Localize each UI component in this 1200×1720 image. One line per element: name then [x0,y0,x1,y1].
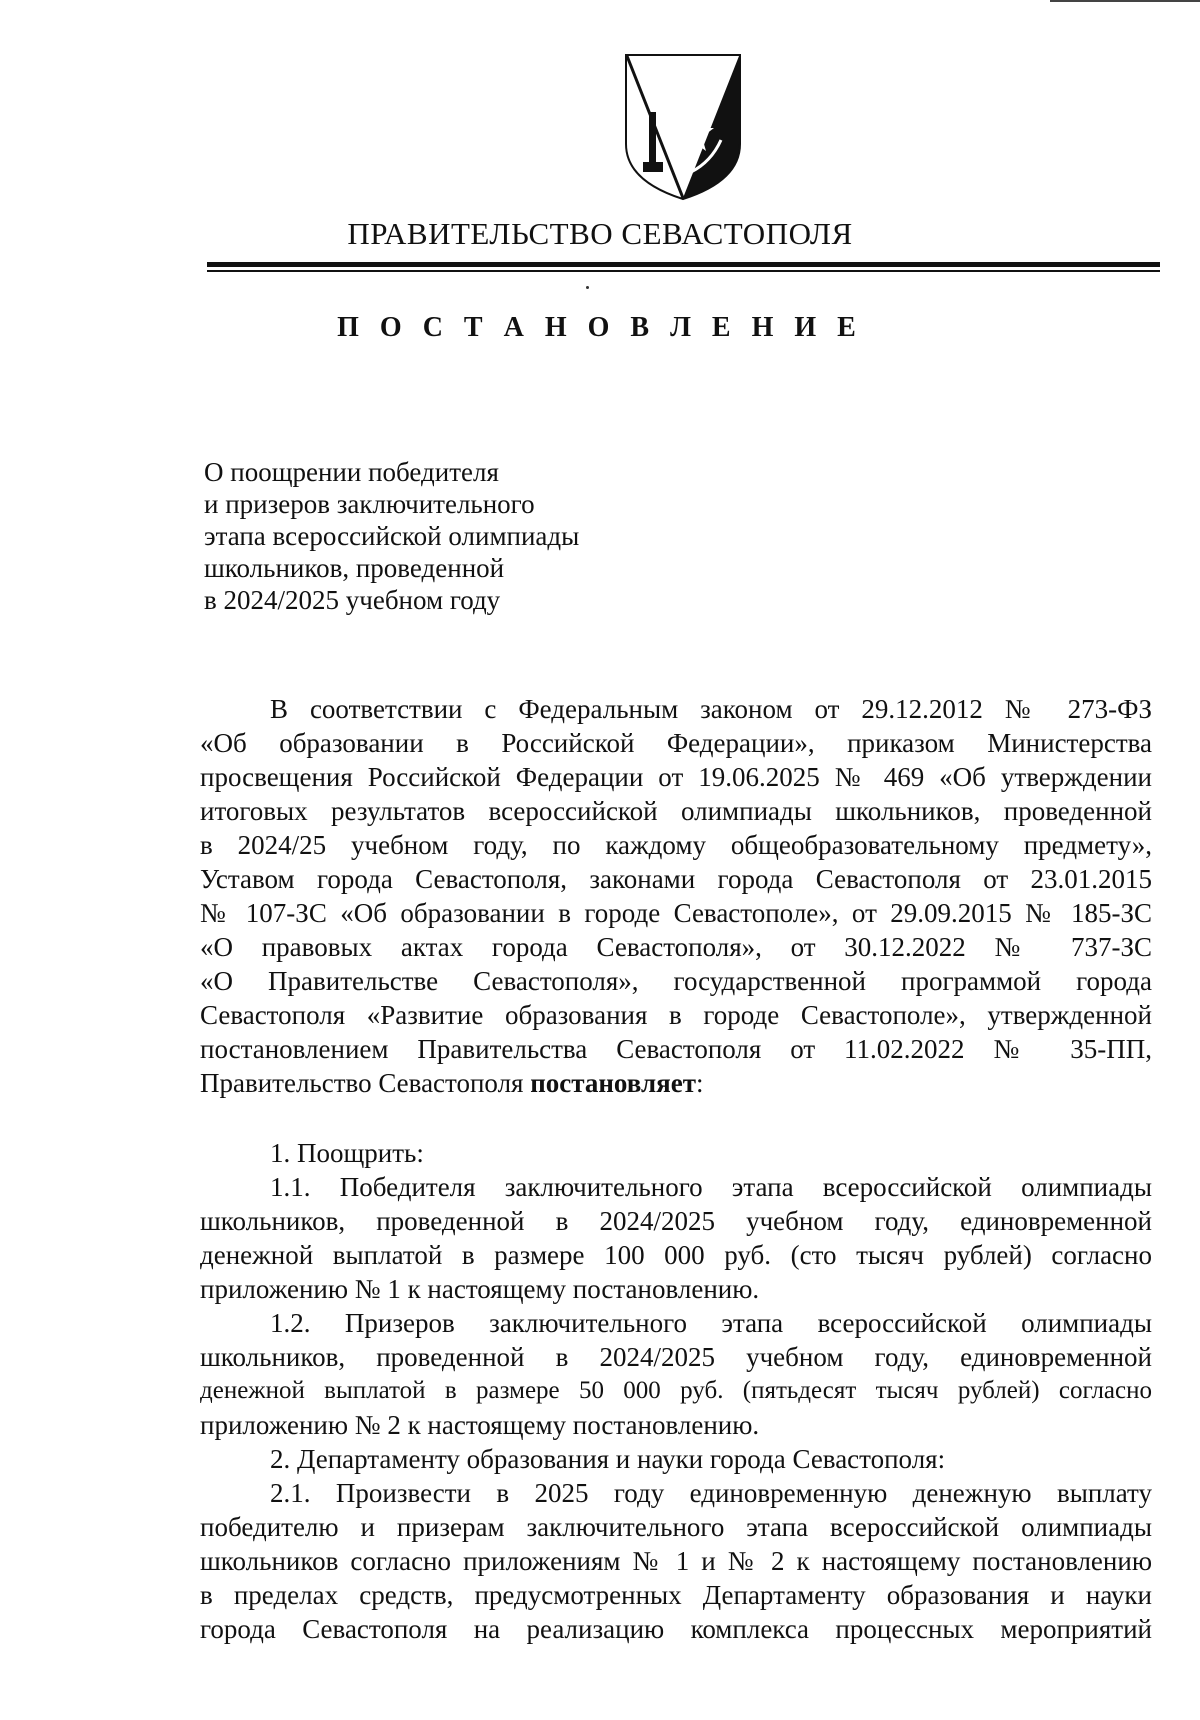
item-1-2-line: 1.2. Призеров заключительного этапа всероссийской олимпиады [270,1308,1152,1338]
scan-edge-line [1050,0,1200,2]
item-2-1-line: города Севастополя на реализацию комплекса процессных мероприятий [200,1614,1152,1644]
subject-block [204,456,579,616]
preamble-line: «О правовых актах города Севастополя», от 30.12.2022 № 737-ЗС [200,932,1152,962]
resolves-keyword: постановляет [530,1068,696,1098]
item-2-1-line: в пределах средств, предусмотренных Департаменту образования и науки [200,1580,1152,1610]
item-2-1-line: школьников согласно приложениям № 1 и № 2 к настоящему постановлению [200,1546,1152,1576]
item-2: 2. Департаменту образования и науки города Севастополя: [270,1444,946,1474]
item-2-1-line: 2.1. Произвести в 2025 году единовременную денежную выплату [270,1478,1152,1508]
organization-name: ПРАВИТЕЛЬСТВО СЕВАСТОПОЛЯ [347,216,853,251]
item-1-1-line: 1.1. Победителя заключительного этапа всероссийской олимпиады [270,1172,1152,1202]
preamble-final-colon: : [695,1068,704,1098]
subject-line: и призеров заключительного [204,489,535,519]
item-1-2-line: школьников, проведенной в 2024/2025 учебном году, единовременной [200,1342,1152,1372]
coat-of-arms-icon [621,52,745,202]
preamble-final-line [200,1066,1152,1100]
document-type-title: П О С Т А Н О В Л Е Н И Е [337,312,863,343]
item-1-1-line: денежной выплатой в размере 100 000 руб. (сто тысяч рублей) согласно [200,1240,1152,1270]
subject-line: этапа всероссийской олимпиады [204,521,580,551]
preamble-line: Севастополя «Развитие образования в городе Севастополе», утвержденной [200,1000,1152,1030]
preamble-line: итоговых результатов всероссийской олимпиады школьников, проведенной [200,796,1152,826]
document-body [200,692,1152,1646]
item-1-2-line: приложению № 2 к настоящему постановлению. [200,1410,760,1440]
preamble-line: «О Правительстве Севастополя», государственной программой города [200,966,1152,996]
preamble-line: В соответствии с Федеральным законом от 29.12.2012 № 273-ФЗ [270,694,1152,724]
subject-line: школьников, проведенной [204,553,505,583]
preamble-final-text: Правительство Севастополя [200,1068,531,1098]
item-1: 1. Поощрить: [270,1138,424,1168]
scan-dot [586,286,589,289]
preamble-line: № 107-ЗС «Об образовании в городе Севастополе», от 29.09.2015 № 185-ЗС [200,898,1152,928]
preamble-line: постановлением Правительства Севастополя от 11.02.2022 № 35-ПП, [200,1034,1152,1064]
preamble-line: просвещения Российской Федерации от 19.06.2025 № 469 «Об утверждении [200,762,1152,792]
item-1-2-line: денежной выплатой в размере 50 000 руб. (пятьдесят тысяч рублей) согласно [200,1377,1152,1404]
item-2-1-line: победителю и призерам заключительного этапа всероссийской олимпиады [200,1512,1152,1542]
item-1-1-line: приложению № 1 к настоящему постановлению. [200,1274,760,1304]
preamble-line: «Об образовании в Российской Федерации», приказом Министерства [200,728,1152,758]
preamble-line: в 2024/25 учебном году, по каждому общеобразовательному предмету», [200,830,1152,860]
subject-line: О поощрении победителя [204,457,499,487]
header-rule-thick [207,262,1160,267]
item-1-1-line: школьников, проведенной в 2024/2025 учебном году, единовременной [200,1206,1152,1236]
preamble-line: Уставом города Севастополя, законами города Севастополя от 23.01.2015 [200,864,1152,894]
header-rule-thin [207,270,1160,272]
subject-line: в 2024/2025 учебном году [204,585,501,615]
